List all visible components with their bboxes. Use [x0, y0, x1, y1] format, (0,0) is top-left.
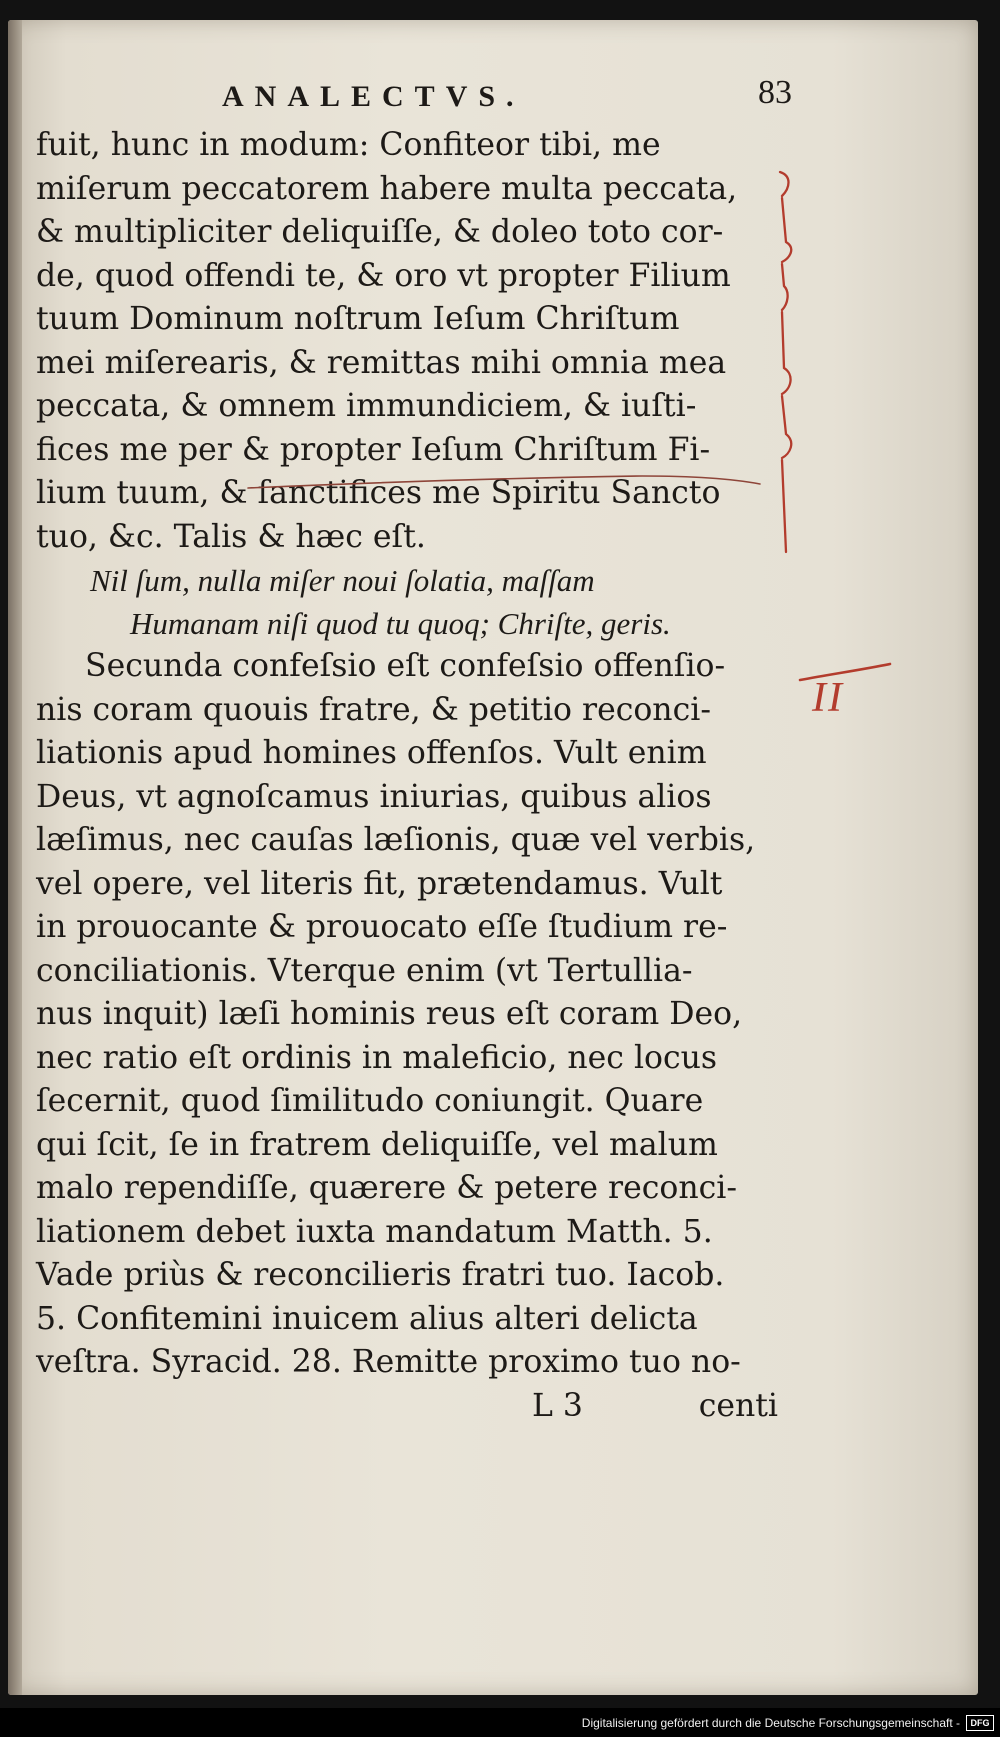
footer-text: Digitalisierung gefördert durch die Deutsche Forschungsgemeinschaft -	[581, 1716, 960, 1730]
paragraph-line: liationem debet iuxta mandatum Matth. 5.	[36, 1213, 713, 1250]
page-foot	[36, 1385, 778, 1431]
running-title: ANALECTVS.	[222, 80, 525, 113]
text-line: lium tuum, & ſanctifices me Spiritu Sancto	[36, 475, 721, 511]
paragraph-line: læſimus, nec cauſas læſionis, quæ vel verbis,	[36, 822, 756, 858]
signature-mark: L 3	[532, 1387, 583, 1424]
verse-line: Nil ſum, nulla miſer noui ſolatia, maſſam	[90, 563, 595, 598]
paragraph-line: vel opere, vel literis fit, prætendamus. Vult	[36, 865, 723, 902]
page-text-block	[36, 72, 792, 1431]
paragraph-line: conciliationis. Vterque enim (vt Tertullia-	[36, 952, 693, 989]
text-line: fices me per & propter Ieſum Chriſtum Fi-	[36, 431, 711, 468]
paragraph-line: ſecernit, quod ſimilitudo coniungit. Quare	[36, 1083, 704, 1119]
paragraph-line: Vade priùs & reconcilieris fratri tuo. Iacob.	[36, 1257, 725, 1293]
paragraph-line: in prouocante & prouocato eſſe ſtudium re-	[36, 909, 728, 945]
paragraph-line: malo rependiſſe, quærere & petere reconci-	[36, 1170, 738, 1206]
paragraph-line: nec ratio eſt ordinis in maleficio, nec locus	[36, 1039, 718, 1076]
paragraph-line: qui ſcit, ſe in fratrem deliquiſſe, vel malum	[36, 1126, 718, 1163]
page-number: 83	[758, 74, 792, 111]
digitization-footer	[0, 1708, 1000, 1737]
paragraph-line: veſtra. Syracid. 28. Remitte proximo tuo no-	[36, 1344, 741, 1380]
verse-line: Humanam niſi quod tu quoq; Chriſte, geris.	[130, 606, 671, 641]
dfg-logo-icon: DFG	[966, 1715, 994, 1731]
text-line: de, quod offendi te, & oro vt propter Filium	[36, 257, 731, 294]
paragraph-line: 5. Confitemini inuicem alius alteri delicta	[36, 1300, 698, 1337]
page-spine-shadow	[8, 20, 22, 1695]
paragraph-line: liationis apud homines offenſos. Vult enim	[36, 735, 707, 771]
text-line: & multipliciter deliquiſſe, & doleo toto cor-	[36, 214, 724, 250]
paragraph-line: nus inquit) læſi hominis reus eſt coram Deo,	[36, 996, 743, 1032]
paragraph-line: nis coram quouis fratre, & petitio reconci-	[36, 691, 711, 728]
paragraph-line: Secunda confeſsio eſt confeſsio offenſio-	[85, 648, 726, 684]
text-line: mei miſerearis, & remittas mihi omnia mea	[36, 344, 727, 381]
text-line: peccata, & omnem immundiciem, & iuſti-	[36, 388, 697, 424]
text-line: tuo, &c. Talis & hæc eſt.	[36, 518, 426, 555]
margin-note: II	[812, 675, 844, 721]
text-line: tuum Dominum noſtrum Ieſum Chriſtum	[36, 301, 680, 337]
running-head	[36, 72, 792, 124]
catchword: centi	[698, 1387, 778, 1424]
paragraph-line: Deus, vt agnoſcamus iniurias, quibus alios	[36, 778, 712, 815]
text-line: fuit, hunc in modum: Confiteor tibi, me	[36, 127, 661, 163]
text-line: miſerum peccatorem habere multa peccata,	[36, 170, 738, 207]
